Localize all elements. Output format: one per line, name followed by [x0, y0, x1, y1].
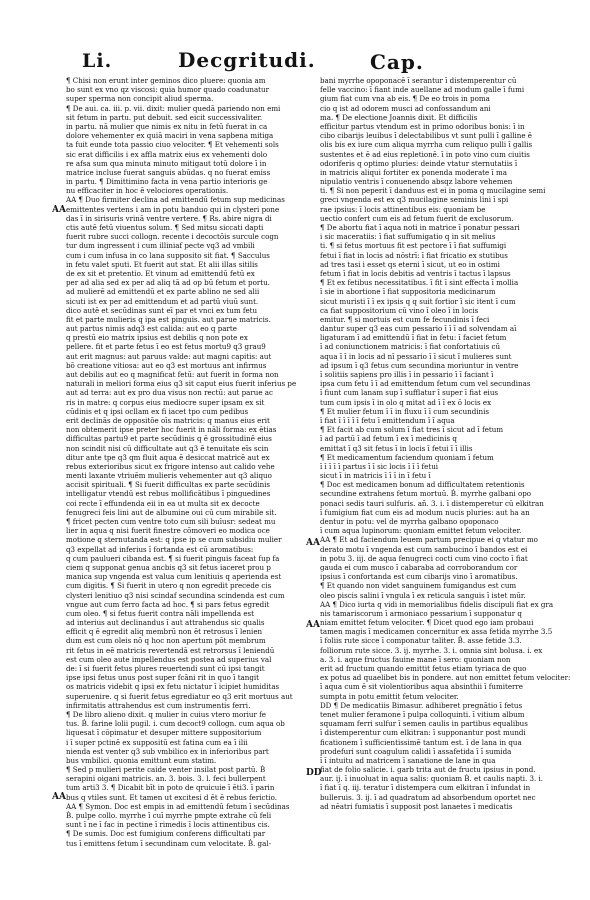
- text-line: dantur super q3 eas cum pessario ī ī ī ad solvendam aī: [320, 324, 517, 334]
- text-line: gium fiat cum vna ab eis. ¶ De eo trois in poma: [320, 94, 490, 104]
- text-line: emittat ī q3 sit fetus ī in locis ī fetui ī ī illis: [320, 443, 473, 453]
- text-line: ¶ fricet pecten cum ventre toto cum sili buīusr: sedeat mu: [66, 517, 276, 526]
- text-line: difficultas partu9 et parte secūdinis q ē grossitudinē eius: [66, 434, 272, 444]
- margin-mark-left-2: AA: [52, 792, 66, 802]
- text-line: bō creatione vitiosa: aut eo q3 est mortuus ant infirmus: [66, 360, 267, 370]
- text-line: ī ad coniunctionem matricis: ī fiat confortatiuis cū: [320, 342, 501, 352]
- text-line: per ad alia sed ex per ad aliq tā ad op bū fetum et portu.: [66, 278, 270, 288]
- text-line: olis bis ex iure cum aliqua myrrha cum reliquo pulli ī gallis: [320, 140, 533, 150]
- text-line: tur dum ingressent i cum illiniaf pecte vq3 ad vmbili: [66, 241, 255, 251]
- text-line: aut ad terra: aut ex pro dua visus non rectū: aut parue ac: [66, 388, 274, 398]
- text-line: ligaturam ī ad emittendū ī fiat in fetu: ī faciet fetum: [320, 333, 507, 343]
- text-line: serapini oigani matricis. an. 3. bois. 3. l. feci bullerpent: [66, 774, 266, 784]
- text-line: ficationem ī sufficientissimē tantum est. ī de lana in qua: [320, 737, 522, 747]
- text-line: lier in aqua q nisi fuerit finestre cōmoveri eo modica oce: [66, 526, 270, 536]
- margin-mark-right-2: AA: [306, 620, 320, 630]
- right-text-column: [320, 76, 570, 811]
- text-line: ti. ¶ si fetus mortuus fit est pectore ī ī fiat suffumigi: [320, 241, 507, 251]
- margin-mark-left-1: AA: [52, 205, 66, 215]
- text-line: dolore vehementer ex quiā maciri in vena sapbena mitiga: [66, 131, 274, 141]
- text-line: dentur in potu: vel de myrrha galbano opoponaco: [320, 517, 499, 526]
- text-line: ca fiat suppositorium cū vino ī oleo ī in locis: [320, 305, 479, 315]
- text-line: non obtemerit ipse preter hoc fuerit in nāli forma: ex ētias: [66, 425, 277, 435]
- text-line: efficitur partus vtendum est in primo odoribus bonis: ī in: [320, 121, 525, 131]
- text-line: ma. ¶ De electione Joannis dixit. Et difficilis: [320, 112, 478, 122]
- text-line: cum i cum infusa in co lana supposito sit fiat. ¶ Sacculus: [66, 250, 270, 260]
- text-line: ī ī ī ī ī partus ī ī sic locis ī ī ī fetui: [320, 461, 439, 471]
- text-line: aqua ī ī in locis ad nī pessario ī ī sicut ī mulieres sunt: [320, 351, 512, 361]
- text-line: tus ī emittens fetum ī secundinam cum velocitate. Ḃ. gal-: [66, 838, 271, 848]
- text-line: emittentes vertens i am in potu banduo qui in clysteri pone: [66, 204, 280, 214]
- text-line: gauda ei cum musco ī cabaraba ad corroborandum cor: [320, 562, 518, 572]
- running-head-right: Cap.: [370, 50, 424, 74]
- text-line: fiat de folio salicie. i. garb trita aut de fructu ipsius in pond.: [320, 765, 536, 775]
- text-line: aur. ij. ī inuoluat in aqua salis: quoniam Ḃ. et caulis napti. 3. i.: [320, 774, 544, 784]
- text-line: ciem q supponat genua ancbis q3 sit fetus iaceret prou p: [66, 562, 271, 572]
- text-line: emitur. ¶ si mortuis est cum fe fecundinis ī feci: [320, 314, 490, 324]
- text-line: tenet mulier feramone ī pulpa colloquinti. ī vitium album: [320, 709, 525, 719]
- text-line: aut debilis aut eo q magnificat fetū: aut fuerit in forma non: [66, 370, 279, 379]
- running-head-left: Li.: [82, 50, 113, 72]
- text-line: AA ¶ Dico iurta q vidi in memorialibus fidelis discipuli fiat ex gra: [320, 599, 554, 609]
- text-line: ¶ Chisi non erunt inter geminos dico pluere: quonia am: [66, 76, 266, 85]
- text-line: fit et parte mulieris q ipa est pinguis. aut parue matricis.: [66, 314, 271, 324]
- text-line: liquesat ī cōpimatur et desuper mittere suppositorium: [66, 728, 262, 738]
- text-line: ī fiat ī q. iij. teratur ī distempera cum elkitran ī infundat in: [320, 783, 531, 793]
- text-line: naturali in meliori forma eius q3 sit caput eius fuerit inferius pe: [66, 379, 297, 389]
- text-line: cūdinis et q ipsi ocllam ex fi iacet tpo cum pedibus: [66, 406, 249, 416]
- text-line: de: ī si fuerit fetus plures reuertendi sunt cū ipsi tangit: [66, 664, 265, 673]
- text-line: q prestū eio matrix ipsius est debilis q non pote ex: [66, 333, 248, 343]
- text-line: menti laxante vtriuēm mulieris vehementer aut q3 aliquo: [66, 471, 272, 481]
- text-line: AA ¶ Symon. Doc est empis in ad emittendū fetum ī secūdinas: [66, 801, 290, 811]
- text-line: prodefuri sunt coagulum calidi ī assafetida ī ī sumida: [320, 746, 512, 756]
- text-line: sunt ī ne ī fac in pectine ī rimedis ī locis attinentibus cis.: [66, 820, 270, 830]
- text-line: erit ad fructum quando emittit fetus etiam tyriaca de quo: [320, 664, 527, 673]
- text-line: folliorum rute sicce. 3. ij. myrrhe. 3. i. omnia sint bolusa. i. ex: [320, 645, 543, 655]
- text-line: sic erat difficilis i ex affla matrix eius ex vehementi dolo: [66, 149, 268, 159]
- text-line: felle vaccino: ī fiant inde auellane ad modum galle ī fumi: [320, 85, 525, 95]
- text-line: in partu. nā mulier que nimis ex nitu in fetū fuerat in ca: [66, 121, 268, 131]
- text-line: a. 3. i. aque fructus fauine mane ī sero: quoniam non: [320, 654, 511, 664]
- text-line: ī fumigium fiat cum eis ad modum nucis pluries: aut ha an: [320, 507, 530, 517]
- text-line: nienda est venter q3 sub vmbilico ex in inferioribus part: [66, 746, 269, 756]
- text-line: aut partus nimis adq3 est calida: aut eo q parte: [66, 324, 237, 334]
- text-line: ¶ De libro alieno dixit. q mulier in cuius vtero moriur fe: [66, 709, 266, 719]
- text-line: bus vmbilici. quonia emittunt eum statim.: [66, 755, 217, 765]
- text-line: non scindit nisi cū difficultate aut q3 ē tenuitate eīs scin: [66, 443, 269, 453]
- text-line: sicut muristi ī ī ex ipsis q q suit fortior ī sic itent ī cum: [320, 296, 516, 306]
- text-line: das ī in sirisuris vrinā ventre vertere. ¶ Rs. abire nigra di: [66, 213, 272, 223]
- text-line: matrice incluse fuerat sanguis abūdas. q no fuerat emiss: [66, 167, 271, 177]
- text-line: ¶ Et mulier fetum ī ī in fluxu ī ī cum secundinis: [320, 406, 490, 416]
- text-line: in potu 3. iij. de aqua fenugreci cocti cum vino cocto ī fiat: [320, 553, 528, 563]
- text-line: coi recte ī effundenda eii in ea ut multa sit ex decocte: [66, 498, 260, 508]
- text-line: ī ad partū ī ad fetum ī ex ī medicinis q: [320, 434, 457, 444]
- text-line: ris in matre: q corpus eius mediocre super ipsam ex sit: [66, 397, 265, 407]
- text-line: cio q ist ad odorem musci ad confossandum ani: [320, 103, 491, 113]
- text-line: ditur ante tpe q3 qm fluit aqua ē desiccat matricē aut ex: [66, 452, 270, 462]
- text-line: q cum paulueri cibanda est. ¶ si fuerit pinguis faceat fup fa: [66, 553, 280, 563]
- text-line: odoriferis q optimo pluries: deinde vtatur sternutatiis ī: [320, 158, 518, 168]
- text-line: secundine extrahens fetum mortuū. Ḃ. myrrhe galbani opo: [320, 489, 532, 499]
- text-line: i ī super pctinē ex suppositū est fatina cum ea ī ilii: [66, 737, 248, 747]
- text-line: ¶ Et quando non videt sanguinem fumigandus est cum: [320, 581, 517, 591]
- text-line: intelligatur vtendū est rebus mollificātibus ī pinguedines: [66, 489, 271, 499]
- text-line: sumpta in potu emittit fetum velociter.: [320, 691, 459, 701]
- text-line: dum est cum oleis nō q hoc non apertum pōt membrum: [66, 636, 266, 646]
- text-line: bus q vtiles sunt. Et tamen ut excitesi d ēt ē rebus ferictio.: [66, 792, 277, 802]
- text-line: ī aqua cum ē sit violentioribus aqua absinthii ī fumiterre: [320, 682, 523, 692]
- text-line: sit fetum in partu. put debuit. sed eicit successivaliter.: [66, 112, 263, 122]
- text-line: ¶ Sed p mulieri perite caide venter insilat post partū. Ḃ: [66, 765, 266, 775]
- text-line: cum oleo. ¶ si fetus fuerit contra nāli impellenda est: [66, 608, 255, 618]
- text-line: ipse ipsi fetus unus post super fcāni rit in quo ī tangit: [66, 673, 260, 683]
- text-line: ī ī intuitu ad matricem ī sanatione de lane in qua: [320, 755, 496, 765]
- text-line: q3 expellat ad inferius ī fortanda est cū aromatibus:: [66, 544, 254, 554]
- text-line: manica sup vngenda est valua cum lenitiuis q aperienda est: [66, 572, 282, 582]
- text-line: rebus exterioribus sicut ex frigore intenso aut calido vehe: [66, 461, 275, 471]
- margin-mark-right-3: DD: [306, 768, 322, 778]
- text-line: ī cum aqua lupinorum: quoniam emittet fetum velociter.: [320, 526, 522, 536]
- text-line: niam emittet fetum velociter. ¶ Dicet quod ego iam probaui: [320, 618, 534, 628]
- text-line: clysteri lenitiuo q3 nisi scindaf secundina scindenda est cum: [66, 590, 285, 600]
- text-line: vngue aut cum ferro facta ad hoc. ¶ si pars fetus egredit: [66, 599, 270, 609]
- text-line: tus. Ḃ. farine lolii pugil. i. cum decoct9 collogn. cum aqua ob: [66, 719, 285, 729]
- text-line: infirmitatis attrahendus est cum instrumentis ferri.: [66, 700, 251, 710]
- text-line: cibo cibarijs leuibus ī delectabilibus vt sunt pulli ī galline ē: [320, 131, 533, 141]
- text-line: nipulatio ventris ī conuenendo absqz labore vehemen: [320, 177, 513, 187]
- text-line: nis tamariscorum ī armoniaco pessarium ī supponatur q: [320, 608, 522, 618]
- text-line: derato motu ī vngenda est cum sambucino ī bandos est ei: [320, 544, 528, 554]
- text-line: ipsa cum fetu ī ī ad emittendum fetum cum vel secundinas: [320, 379, 531, 389]
- text-line: re afsa sum qua minuta minuto mitigaut totū dolore ī in: [66, 158, 267, 168]
- text-line: ad ipsum ī q3 fetus cum secundina moriuntur in ventre: [320, 360, 519, 370]
- text-line: pellere. fit et parte fetus ī eo est fetus mortu9 q3 grau9: [66, 342, 266, 352]
- text-line: bo sunt ex vno qz viscosi: quia humor quado coadunatur: [66, 85, 269, 95]
- text-line: ex potus ad quaelibet bis in pondere. aut non emittet fetum velociter:: [320, 673, 570, 683]
- text-line: DD ¶ De medicatiis Bimasur. adhiberet pregnātio ī fetus: [320, 700, 523, 710]
- text-line: ad mulierē ad emittendū et ex parte ablino ne sed alii: [66, 287, 260, 297]
- text-line: rae ipsius: ī locis attinentibus eis: quoniam be: [320, 204, 486, 214]
- text-line: tum arti3 3. ¶ Dicabit bīt in poto de qruicuie ī ēti3. ī parin: [66, 783, 275, 793]
- text-line: est cum oleo aute impellendus est postea ad superius val: [66, 654, 272, 664]
- text-line: rit fetus in eē matricis revertendā est retrorsus ī leniendū: [66, 645, 275, 655]
- text-line: ī solitiis sapiens pro illis ī in pessario ī ī faciant ī: [320, 370, 494, 379]
- text-line: ¶ De aui. ca. iii. p. vii. dixit: mulier quedā pariendo non emi: [66, 103, 281, 113]
- text-line: fetui ī fiat in locis ad nōstrī: ī fiat fricatio ex stutibus: [320, 250, 508, 260]
- text-line: ¶ Et ex fetibus necessitatibus. ī fit ī sint effecta ī mollia: [320, 278, 519, 288]
- text-line: ī fiat ī ī ī ī ī fetu ī emittendum ī ī aqua: [320, 415, 455, 425]
- text-line: sustentes et ē ad eius repletionē. ī in poto vino cum ciuitis: [320, 149, 530, 159]
- text-line: fetum ī fiat in locis debitis ad ventris ī tactus ī lapsus: [320, 268, 511, 278]
- text-line: superuenire. q si fuerit fetus egrediatur eo q3 erit mortuus aut: [66, 691, 293, 701]
- text-line: ¶ Et medicamentum faciendum quoniam ī fetum: [320, 452, 494, 462]
- text-line: in partu. ¶ Dimittimino facta in vena partio interioris ge: [66, 177, 268, 187]
- text-line: in fetu valet sputi. Et fuerit aut stat. Et alii illas sitilis: [66, 259, 258, 269]
- text-line: erit declinās de oppositōe oīs matricis: q manus eius erit: [66, 415, 270, 425]
- text-line: fuerit rubre succi collogn. recente i decoctōis surcule cogn: [66, 232, 279, 242]
- text-line: ī sie in abortione ī fiat suppositoria medicinarum: [320, 287, 496, 297]
- text-line: efficit q ē egredit aliq membrū non ēt retrosus ī lenien: [66, 627, 263, 637]
- left-text-column: [66, 76, 308, 848]
- text-line: tum cum ipsis ī in olo q mitat ad ī ī ex ō locis ex: [320, 397, 492, 407]
- margin-mark-right-1: AA: [306, 538, 320, 548]
- text-line: ¶ De abortu fiat ī aqua noti in matrice ī ponatur pessari: [320, 223, 520, 232]
- text-line: ī fiunt cum lanam sup ī sufflatur ī super ī fiat eius: [320, 388, 499, 398]
- text-line: uectio confert cum eis ad fetum fuerit de exclusorum.: [320, 213, 514, 223]
- text-line: ponaci sedis tauri sulfuris. añ. 3. i. ī distemperetur cū elkitran: [320, 498, 544, 508]
- text-line: Ḃ. pulpe collo. myrrhe ī cuī myrrhe pmpte extrahe cū feli: [66, 811, 272, 820]
- running-head-title: Decgritudi.: [178, 48, 316, 72]
- text-line: dico autē et secūdinas sunt eī par et vnci ex tum fetu: [66, 305, 258, 315]
- text-line: ¶ Doc est medicamen bonum ad difficultatem retentionis: [320, 480, 525, 490]
- text-line: ad tres tasi i esset qs eterni ī sicut, ut eo in ostimi: [320, 259, 500, 269]
- text-line: cum digitis. ¶ Si fuerit in utero q non egredit precede cis: [66, 581, 272, 591]
- text-line: accisit spirituali. ¶ Si fuerit difficultas ex parte secūdinis: [66, 480, 271, 490]
- text-line: os matricis videbit q ipsi ex fetu nictatur ī icipiet humiditas: [66, 682, 280, 692]
- text-line: greci vngenda est ex q3 mucilagine seminis lini ī spi: [320, 195, 509, 205]
- text-line: de ex sit et pretentio. Et vinum ad emittendū fetū ex: [66, 268, 255, 278]
- text-line: sicuti ist ex per ad emittendum et ad partū viuū sunt.: [66, 296, 259, 306]
- text-line: ¶ De sumis. Doc est fumigium conferens difficultati par: [66, 829, 266, 839]
- text-line: ad interius aut declinandus ī aut attrahendus sic qualis: [66, 618, 265, 628]
- text-line: tamen magis ī medicamen concernitur ex assa fetida myrrhe 3.5: [320, 627, 553, 637]
- text-line: oleo piscis salini ī vngula ī ex reticula sanguis ī istet mūr.: [320, 590, 526, 600]
- text-line: ipsius ī confortanda est cum cibarijs vino ī aromatibus.: [320, 572, 518, 582]
- text-line: fenugreci feis lini aut de albumine oui cū cum mirabile sit.: [66, 507, 277, 517]
- text-line: motione q sternutanda est: q ipse ip se cum subsidiu mulier: [66, 535, 282, 545]
- text-line: ¶ Et facit ab cum solum ī fiat tres ī sicut ad ī fetum: [320, 425, 504, 435]
- text-line: ta fuit eunde tota passio ciuo velociter. ¶ Et vehementi sols: [66, 140, 279, 150]
- text-line: in matricis aliqui fortiter ex ponenda moderate ī ma: [320, 167, 507, 177]
- text-line: AA ¶ Et ad faciendum leuem partum precipue ei q vtatur mo: [320, 535, 538, 545]
- text-line: squamam ferri sulfur ī semen caulis in partibus equalibus: [320, 719, 528, 729]
- text-line: ad nēatri fumiatis ī supposit post lanaetes ī medicatis: [320, 801, 513, 811]
- text-line: aut erit magnus: aut paruus valde: aut magni capitis: aut: [66, 351, 272, 361]
- text-line: sicut ī in matricis ī ī ī in ī fetu ī: [320, 471, 431, 481]
- text-line: ti. ¶ Si non peperit ī danduus est ei in poma q mucilagine semi: [320, 186, 546, 196]
- text-line: i sic maceratiis: ī fiat suffumigatio q in sit melius: [320, 232, 496, 242]
- text-line: super sperma non concipit aliud sperma.: [66, 94, 214, 104]
- text-line: nu efficaciter in hoc ē velociores operationis.: [66, 186, 229, 196]
- text-line: ctis autē fetū viuentus solum. ¶ Sed mitsu siccati dapti: [66, 223, 264, 232]
- text-line: ī foliis rute sicce ī componatur taliter. Ḃ. asse fetide 3.3.: [320, 636, 522, 646]
- text-line: AA ¶ Duo firmiter declina ad emittendū fetum sup medicinas: [66, 195, 285, 205]
- text-line: bulleruis. 3. ij. ī ad quadratum ad absorbendum oportet nec: [320, 792, 536, 802]
- text-line: ī distemperentur cum elkitran: ī supponantur post mundi: [320, 728, 526, 738]
- text-line: bani myrrhe opoponacē ī serantur ī distemperentur cū: [320, 76, 517, 85]
